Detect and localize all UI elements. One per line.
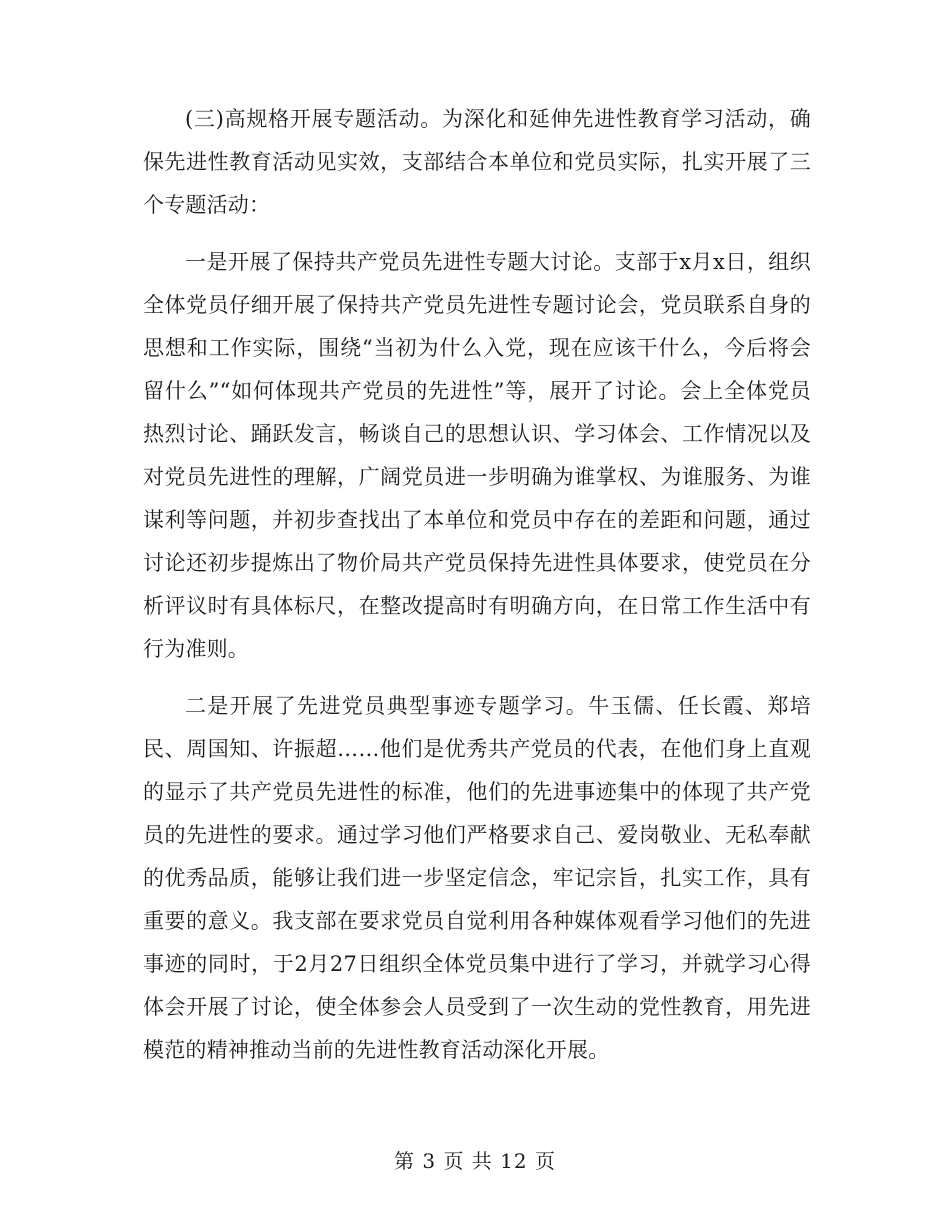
document-body bbox=[143, 98, 811, 1072]
paragraph-model-study: 二是开展了先进党员典型事迹专题学习。牛玉儒、任长霞、郑培民、周国知、许振超……他们是优秀共产党员的代表，在他们身上直观的显示了共产党员先进性的标准，他们的先进事迹集中的体现了共产党员的先进性的要求。通过学习他们严格要求自己、爱岗敬业、无私奉献的优秀品质，能够让我们进一步坚定信念，牢记宗旨，扎实工作，具有重要的意义。我支部在要求党员自觉利用各种媒体观看学习他们的先进事迹的同时，于2月27日组织全体党员集中进行了学习，并就学习心得体会开展了讨论，使全体参会人员受到了一次生动的党性教育，用先进模范的精神推动当前的先进性教育活动深化开展。 bbox=[143, 694, 811, 1062]
paragraph-discussion: 一是开展了保持共产党员先进性专题大讨论。支部于x月x日，组织全体党员仔细开展了保持共产党员先进性专题讨论会，党员联系自身的思想和工作实际，围绕“当初为什么入党，现在应该干什么，今后将会留什么”“如何体现共产党员的先进性”等，展开了讨论。会上全体党员热烈讨论、踊跃发言，畅谈自己的思想认识、学习体会、工作情况以及对党员先进性的理解，广阔党员进一步明确为谁掌权、为谁服务、为谁谋利等问题，并初步查找出了本单位和党员中存在的差距和问题，通过讨论还初步提炼出了物价局共产党员保持先进性具体要求，使党员在分析评议时有具体标尺，在整改提高时有明确方向，在日常工作生活中有行为准则。 bbox=[143, 250, 811, 661]
paragraph-special-activities: (三)高规格开展专题活动。为深化和延伸先进性教育学习活动，确保先进性教育活动见实效，支部结合本单位和党员实际，扎实开展了三个专题活动： bbox=[143, 107, 811, 217]
page-number-footer: 第 3 页 共 12 页 bbox=[394, 1149, 556, 1173]
